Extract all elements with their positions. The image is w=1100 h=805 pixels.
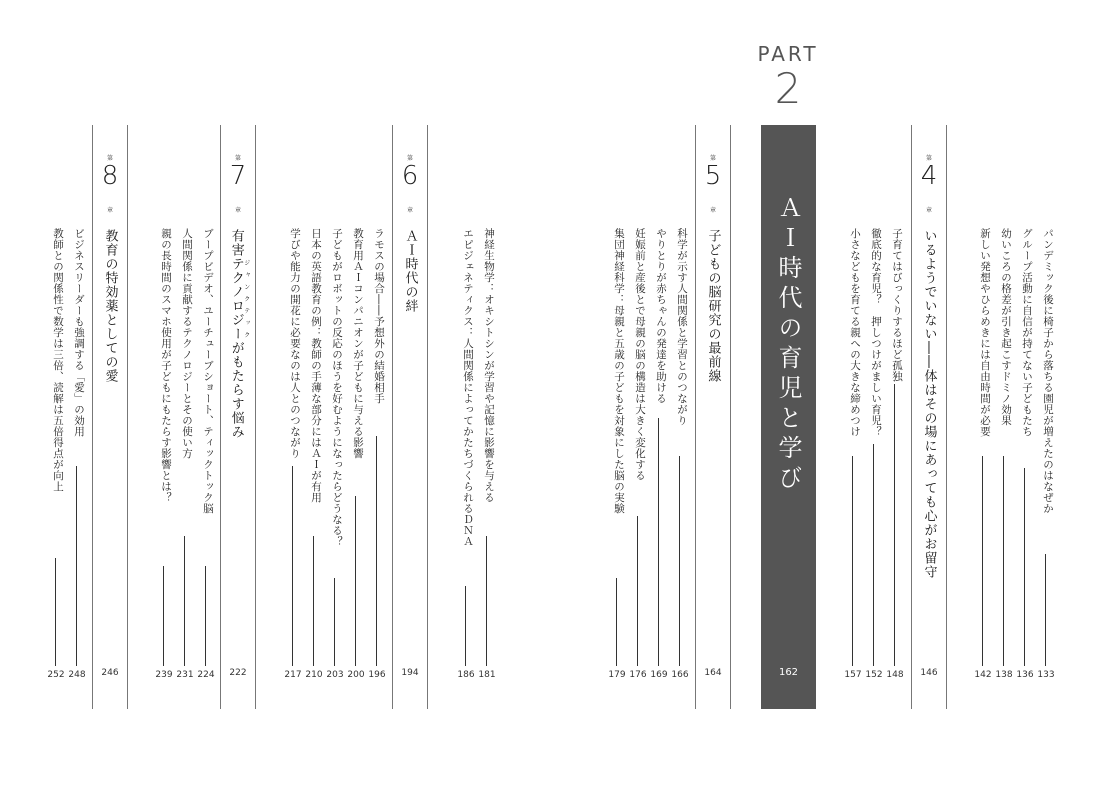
chapter-page: 146 xyxy=(920,668,938,678)
section-page: 200 xyxy=(347,670,365,680)
section-page: 157 xyxy=(844,670,862,680)
part-title-band xyxy=(761,125,816,709)
chapter-sho: 章 xyxy=(106,207,113,214)
section-page: 181 xyxy=(478,670,496,680)
chapter-title: いるようでいない――体はその場にあっても心がお留守 xyxy=(921,229,937,579)
section-14 xyxy=(367,228,387,666)
section-page: 179 xyxy=(608,670,626,680)
leader-line xyxy=(163,566,164,666)
leader-line xyxy=(637,516,638,666)
chapter-8 xyxy=(92,125,128,709)
section-6 xyxy=(864,228,884,666)
part-header xyxy=(752,42,824,113)
section-title: 教育用ＡＩコンパニオンが子どもに与える影響 xyxy=(352,228,364,459)
chapter-title: ＡＩ時代の絆 xyxy=(402,229,418,313)
leader-line xyxy=(184,536,185,666)
section-title: 徹底的な育児？ 押しつけがましい育児？ xyxy=(870,228,882,437)
section-page: 169 xyxy=(650,670,668,680)
chapter-sho: 章 xyxy=(709,207,716,214)
leader-line xyxy=(76,466,77,666)
leader-line xyxy=(334,578,335,666)
section-page: 217 xyxy=(284,670,302,680)
section-19 xyxy=(196,228,216,666)
section-7 xyxy=(843,228,863,666)
leader-line xyxy=(355,496,356,666)
leader-line xyxy=(292,466,293,666)
chapter-page: 246 xyxy=(101,668,119,678)
section-page: 152 xyxy=(865,670,883,680)
section-title: 集団神経科学：母親と五歳の子どもを対象にした脳の実験 xyxy=(613,228,625,514)
part-title-page: 162 xyxy=(778,667,799,678)
section-page: 252 xyxy=(47,670,65,680)
section-page: 133 xyxy=(1037,670,1055,680)
section-page: 224 xyxy=(197,670,215,680)
section-23 xyxy=(46,228,66,666)
section-15 xyxy=(346,228,366,666)
leader-line xyxy=(679,456,680,666)
section-page: 166 xyxy=(671,670,689,680)
section-8 xyxy=(670,228,690,666)
chapter-dai: 第 xyxy=(925,155,932,162)
leader-line xyxy=(55,558,56,666)
section-title: ブープビデオ、ユーチューブショート、ティックトック脳 xyxy=(202,228,214,514)
chapter-dai: 第 xyxy=(709,155,716,162)
section-2 xyxy=(1015,228,1035,666)
section-title: 幼いころの格差が引き起こすドミノ効果 xyxy=(1000,228,1012,426)
leader-line xyxy=(852,456,853,666)
section-18 xyxy=(283,228,303,666)
section-9 xyxy=(649,228,669,666)
section-title: 子育てはびっくりするほど孤独 xyxy=(891,228,903,382)
section-16 xyxy=(325,228,345,666)
section-page: 203 xyxy=(326,670,344,680)
chapter-title xyxy=(227,229,250,439)
section-title: 教師との関係性で数学は三倍、読解は五倍得点が向上 xyxy=(52,228,64,492)
section-13 xyxy=(456,228,476,666)
chapter-title: 教育の特効薬としての愛 xyxy=(102,229,118,383)
chapter-title-ruby: ジャンクテック xyxy=(242,257,250,341)
section-title: 妊娠前と産後とで母親の脳の構造は大きく変化する xyxy=(634,228,646,481)
section-page: 210 xyxy=(305,670,323,680)
chapter-dai: 第 xyxy=(106,155,113,162)
section-22 xyxy=(67,228,87,666)
part-label: PART xyxy=(757,42,819,66)
chapter-7 xyxy=(220,125,256,709)
leader-line xyxy=(313,536,314,666)
section-21 xyxy=(154,228,174,666)
chapter-4 xyxy=(911,125,947,709)
leader-line xyxy=(982,456,983,666)
section-title: 学びや能力の開花に必要なのは人とのつながり xyxy=(289,228,301,459)
chapter-title-post: がもたらす悩み xyxy=(228,341,244,439)
chapter-number: 8 xyxy=(101,161,119,191)
section-page: 148 xyxy=(886,670,904,680)
chapter-page: 222 xyxy=(229,668,247,678)
chapter-dai: 第 xyxy=(234,155,241,162)
chapter-6 xyxy=(392,125,428,709)
section-title: ラモスの場合――予想外の結婚相手 xyxy=(373,228,385,404)
leader-line xyxy=(873,444,874,666)
section-title: 神経生物学：オキシトシンが学習や記憶に影響を与える xyxy=(483,228,495,503)
section-page: 186 xyxy=(457,670,475,680)
leader-line xyxy=(1045,554,1046,666)
leader-line xyxy=(465,586,466,666)
part-title: ＡＩ時代の育児と学び xyxy=(774,195,802,495)
chapter-number: 4 xyxy=(920,161,938,191)
section-page: 196 xyxy=(368,670,386,680)
section-page: 248 xyxy=(68,670,86,680)
section-page: 239 xyxy=(155,670,173,680)
chapter-sho: 章 xyxy=(406,207,413,214)
section-title: やりとりが赤ちゃんの発達を助ける xyxy=(655,228,667,404)
section-1 xyxy=(1036,228,1056,666)
section-title: エピジェネティクス：人間関係によってかたちづくられるＤＮＡ xyxy=(462,228,474,547)
leader-line xyxy=(205,566,206,666)
section-12 xyxy=(477,228,497,666)
leader-line xyxy=(894,384,895,666)
chapter-number: 7 xyxy=(229,161,247,191)
chapter-title-pre: 有害 xyxy=(228,229,244,257)
section-page: 231 xyxy=(176,670,194,680)
chapter-number: 5 xyxy=(704,161,722,191)
chapter-page: 164 xyxy=(704,668,722,678)
section-title: ビジネスリーダーも強調する「愛」の効用 xyxy=(73,228,85,437)
chapter-5 xyxy=(695,125,731,709)
leader-line xyxy=(1024,468,1025,666)
leader-line xyxy=(486,536,487,666)
section-3 xyxy=(994,228,1014,666)
section-title: パンデミック後に椅子から落ちる園児が増えたのはなぜか xyxy=(1042,228,1054,514)
section-5 xyxy=(885,228,905,666)
section-17 xyxy=(304,228,324,666)
section-title: 日本の英語教育の例：教師の手薄な部分にはＡＩが有用 xyxy=(310,228,322,503)
leader-line xyxy=(658,418,659,666)
section-10 xyxy=(628,228,648,666)
section-title: グループ活動に自信が持てない子どもたち xyxy=(1021,228,1033,437)
section-page: 138 xyxy=(995,670,1013,680)
section-page: 136 xyxy=(1016,670,1034,680)
section-4 xyxy=(973,228,993,666)
leader-line xyxy=(616,578,617,666)
part-number: 2 xyxy=(774,64,802,113)
chapter-number: 6 xyxy=(401,161,419,191)
section-title: 科学が示す人間関係と学習とのつながり xyxy=(676,228,688,426)
chapter-sho: 章 xyxy=(234,207,241,214)
chapter-sho: 章 xyxy=(925,207,932,214)
section-title: 小さなどもを育てる親への大きな締めつけ xyxy=(849,228,861,437)
chapter-title-ruby-base: テクノロジー ジャンクテック xyxy=(228,257,250,341)
leader-line xyxy=(376,436,377,666)
chapter-dai: 第 xyxy=(406,155,413,162)
leader-line xyxy=(1003,456,1004,666)
chapter-title: 子どもの脳研究の最前線 xyxy=(705,229,721,383)
section-title: 親の長時間のスマホ使用が子どもにもたらす影響とは？ xyxy=(160,228,172,503)
section-page: 142 xyxy=(974,670,992,680)
section-title: 人間関係に貢献するテクノロジーとその使い方 xyxy=(181,228,193,459)
chapter-page: 194 xyxy=(401,668,419,678)
section-title: 新しい発想やひらめきには自由時間が必要 xyxy=(979,228,991,437)
section-11 xyxy=(607,228,627,666)
section-page: 176 xyxy=(629,670,647,680)
section-title: 子どもがロボットの反応のほうを好むようになったらどうなる？ xyxy=(331,228,343,547)
section-20 xyxy=(175,228,195,666)
